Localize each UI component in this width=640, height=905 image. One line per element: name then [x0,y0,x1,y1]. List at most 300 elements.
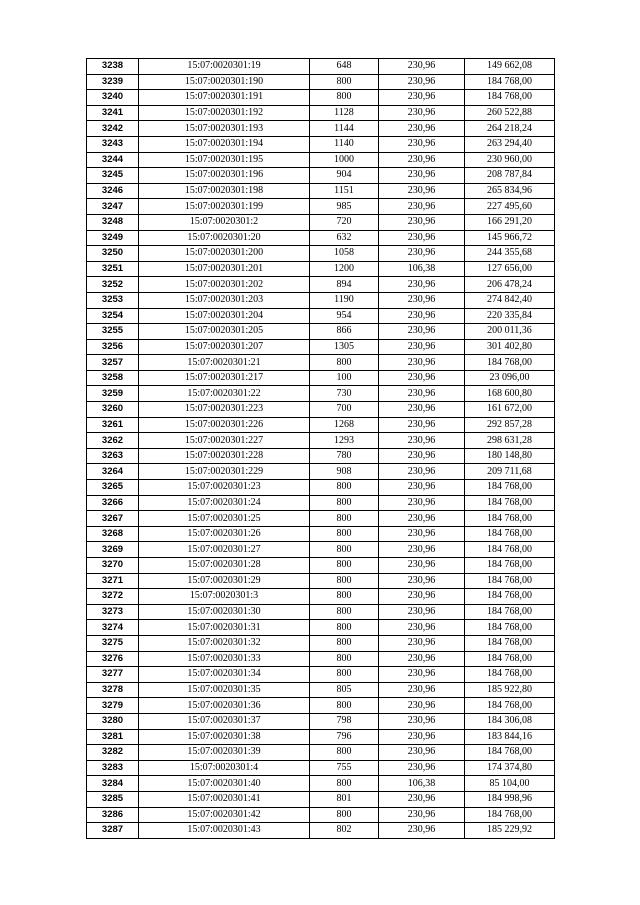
area-cell: 802 [310,823,379,839]
area-cell: 1128 [310,105,379,121]
cadastral-value-cell: 301 402,80 [465,339,555,355]
cadastral-value-cell: 184 768,00 [465,511,555,527]
cadastral-value-cell: 274 842,40 [465,292,555,308]
table-row [87,573,555,589]
specific-value-cell: 230,96 [379,573,465,589]
table-row [87,682,555,698]
cadastral-number-cell: 15:07:0020301:200 [139,246,310,262]
cadastral-number-cell: 15:07:0020301:196 [139,168,310,184]
specific-value-cell: 230,96 [379,277,465,293]
area-cell: 800 [310,667,379,683]
table-row [87,713,555,729]
area-cell: 648 [310,59,379,75]
cadastral-number-cell: 15:07:0020301:22 [139,386,310,402]
table-row [87,370,555,386]
area-cell: 1000 [310,152,379,168]
specific-value-cell: 230,96 [379,682,465,698]
area-cell: 800 [310,480,379,496]
cadastral-number-cell: 15:07:0020301:3 [139,589,310,605]
specific-value-cell: 230,96 [379,542,465,558]
specific-value-cell: 230,96 [379,370,465,386]
specific-value-cell: 230,96 [379,620,465,636]
table-row [87,199,555,215]
specific-value-cell: 230,96 [379,183,465,199]
area-cell: 720 [310,214,379,230]
cadastre-value-table [86,58,555,839]
area-cell: 780 [310,448,379,464]
cadastral-number-cell: 15:07:0020301:38 [139,729,310,745]
cadastral-value-cell: 265 834,96 [465,183,555,199]
cadastral-number-cell: 15:07:0020301:26 [139,526,310,542]
cadastral-value-cell: 298 631,28 [465,433,555,449]
row-number-cell: 3261 [87,417,139,433]
cadastral-value-cell: 263 294,40 [465,136,555,152]
cadastral-number-cell: 15:07:0020301:198 [139,183,310,199]
cadastral-value-cell: 184 768,00 [465,90,555,106]
row-number-cell: 3246 [87,183,139,199]
specific-value-cell: 230,96 [379,604,465,620]
cadastral-number-cell: 15:07:0020301:193 [139,121,310,137]
cadastral-value-cell: 127 656,00 [465,261,555,277]
cadastral-value-cell: 180 148,80 [465,448,555,464]
area-cell: 1268 [310,417,379,433]
table-row [87,448,555,464]
area-cell: 800 [310,558,379,574]
table-body [87,59,555,839]
specific-value-cell: 230,96 [379,480,465,496]
area-cell: 755 [310,760,379,776]
cadastral-value-cell: 184 768,00 [465,74,555,90]
cadastral-value-cell: 185 922,80 [465,682,555,698]
row-number-cell: 3254 [87,308,139,324]
cadastral-number-cell: 15:07:0020301:21 [139,355,310,371]
cadastral-value-cell: 184 768,00 [465,604,555,620]
table-row [87,760,555,776]
cadastral-number-cell: 15:07:0020301:2 [139,214,310,230]
table-row [87,183,555,199]
specific-value-cell: 230,96 [379,74,465,90]
row-number-cell: 3259 [87,386,139,402]
cadastral-value-cell: 184 768,00 [465,807,555,823]
table-row [87,74,555,90]
cadastral-number-cell: 15:07:0020301:201 [139,261,310,277]
row-number-cell: 3258 [87,370,139,386]
table-row [87,791,555,807]
cadastral-value-cell: 227 495,60 [465,199,555,215]
table-row [87,511,555,527]
table-row [87,402,555,418]
row-number-cell: 3265 [87,480,139,496]
cadastral-value-cell: 184 768,00 [465,542,555,558]
area-cell: 800 [310,495,379,511]
row-number-cell: 3275 [87,635,139,651]
table-row [87,386,555,402]
cadastral-number-cell: 15:07:0020301:228 [139,448,310,464]
cadastral-number-cell: 15:07:0020301:23 [139,480,310,496]
table-row [87,417,555,433]
area-cell: 1144 [310,121,379,137]
row-number-cell: 3273 [87,604,139,620]
specific-value-cell: 230,96 [379,791,465,807]
cadastral-number-cell: 15:07:0020301:229 [139,464,310,480]
cadastral-number-cell: 15:07:0020301:43 [139,823,310,839]
row-number-cell: 3268 [87,526,139,542]
specific-value-cell: 106,38 [379,776,465,792]
table-row [87,495,555,511]
cadastral-value-cell: 184 998,96 [465,791,555,807]
cadastral-number-cell: 15:07:0020301:36 [139,698,310,714]
specific-value-cell: 230,96 [379,823,465,839]
row-number-cell: 3280 [87,713,139,729]
table-row [87,105,555,121]
cadastral-value-cell: 85 104,00 [465,776,555,792]
row-number-cell: 3240 [87,90,139,106]
table-row [87,558,555,574]
cadastral-value-cell: 168 600,80 [465,386,555,402]
cadastral-value-cell: 184 768,00 [465,495,555,511]
area-cell: 800 [310,651,379,667]
cadastral-number-cell: 15:07:0020301:39 [139,745,310,761]
specific-value-cell: 230,96 [379,745,465,761]
cadastral-number-cell: 15:07:0020301:32 [139,635,310,651]
specific-value-cell: 230,96 [379,168,465,184]
cadastral-number-cell: 15:07:0020301:205 [139,324,310,340]
area-cell: 800 [310,604,379,620]
table-row [87,823,555,839]
specific-value-cell: 230,96 [379,199,465,215]
row-number-cell: 3285 [87,791,139,807]
row-number-cell: 3256 [87,339,139,355]
cadastral-number-cell: 15:07:0020301:40 [139,776,310,792]
specific-value-cell: 230,96 [379,464,465,480]
area-cell: 800 [310,526,379,542]
specific-value-cell: 230,96 [379,729,465,745]
cadastral-number-cell: 15:07:0020301:4 [139,760,310,776]
table-row [87,698,555,714]
specific-value-cell: 230,96 [379,59,465,75]
cadastral-value-cell: 206 478,24 [465,277,555,293]
cadastral-number-cell: 15:07:0020301:192 [139,105,310,121]
area-cell: 1140 [310,136,379,152]
row-number-cell: 3279 [87,698,139,714]
table-row [87,90,555,106]
cadastral-number-cell: 15:07:0020301:19 [139,59,310,75]
cadastral-number-cell: 15:07:0020301:24 [139,495,310,511]
specific-value-cell: 230,96 [379,90,465,106]
row-number-cell: 3255 [87,324,139,340]
cadastral-number-cell: 15:07:0020301:223 [139,402,310,418]
area-cell: 1305 [310,339,379,355]
area-cell: 908 [310,464,379,480]
row-number-cell: 3264 [87,464,139,480]
row-number-cell: 3257 [87,355,139,371]
cadastral-value-cell: 184 768,00 [465,526,555,542]
cadastral-value-cell: 209 711,68 [465,464,555,480]
area-cell: 800 [310,511,379,527]
specific-value-cell: 230,96 [379,635,465,651]
row-number-cell: 3253 [87,292,139,308]
area-cell: 700 [310,402,379,418]
area-cell: 800 [310,776,379,792]
cadastral-value-cell: 184 768,00 [465,745,555,761]
row-number-cell: 3278 [87,682,139,698]
cadastral-number-cell: 15:07:0020301:25 [139,511,310,527]
cadastral-number-cell: 15:07:0020301:194 [139,136,310,152]
table-row [87,121,555,137]
row-number-cell: 3241 [87,105,139,121]
area-cell: 1200 [310,261,379,277]
area-cell: 800 [310,635,379,651]
specific-value-cell: 230,96 [379,511,465,527]
row-number-cell: 3238 [87,59,139,75]
table-row [87,292,555,308]
area-cell: 796 [310,729,379,745]
row-number-cell: 3248 [87,214,139,230]
specific-value-cell: 230,96 [379,136,465,152]
cadastral-number-cell: 15:07:0020301:31 [139,620,310,636]
cadastral-number-cell: 15:07:0020301:27 [139,542,310,558]
row-number-cell: 3252 [87,277,139,293]
row-number-cell: 3269 [87,542,139,558]
cadastral-value-cell: 184 768,00 [465,667,555,683]
cadastral-number-cell: 15:07:0020301:29 [139,573,310,589]
cadastral-value-cell: 149 662,08 [465,59,555,75]
row-number-cell: 3243 [87,136,139,152]
cadastral-value-cell: 208 787,84 [465,168,555,184]
cadastral-number-cell: 15:07:0020301:33 [139,651,310,667]
table-row [87,136,555,152]
specific-value-cell: 230,96 [379,339,465,355]
area-cell: 954 [310,308,379,324]
cadastral-number-cell: 15:07:0020301:28 [139,558,310,574]
cadastral-value-cell: 161 672,00 [465,402,555,418]
cadastral-number-cell: 15:07:0020301:30 [139,604,310,620]
row-number-cell: 3276 [87,651,139,667]
cadastral-value-cell: 184 768,00 [465,355,555,371]
row-number-cell: 3267 [87,511,139,527]
row-number-cell: 3262 [87,433,139,449]
area-cell: 1058 [310,246,379,262]
specific-value-cell: 230,96 [379,589,465,605]
row-number-cell: 3271 [87,573,139,589]
table-row [87,480,555,496]
table-row [87,59,555,75]
row-number-cell: 3284 [87,776,139,792]
row-number-cell: 3272 [87,589,139,605]
cadastral-value-cell: 200 011,36 [465,324,555,340]
table-row [87,807,555,823]
area-cell: 800 [310,589,379,605]
area-cell: 904 [310,168,379,184]
area-cell: 800 [310,745,379,761]
cadastral-number-cell: 15:07:0020301:203 [139,292,310,308]
specific-value-cell: 230,96 [379,230,465,246]
area-cell: 866 [310,324,379,340]
area-cell: 1190 [310,292,379,308]
cadastral-value-cell: 260 522,88 [465,105,555,121]
area-cell: 894 [310,277,379,293]
area-cell: 100 [310,370,379,386]
row-number-cell: 3249 [87,230,139,246]
specific-value-cell: 230,96 [379,417,465,433]
cadastral-value-cell: 244 355,68 [465,246,555,262]
specific-value-cell: 230,96 [379,698,465,714]
cadastral-number-cell: 15:07:0020301:41 [139,791,310,807]
cadastral-value-cell: 220 335,84 [465,308,555,324]
cadastral-number-cell: 15:07:0020301:207 [139,339,310,355]
table-row [87,651,555,667]
row-number-cell: 3239 [87,74,139,90]
cadastral-value-cell: 174 374,80 [465,760,555,776]
cadastral-value-cell: 184 768,00 [465,589,555,605]
cadastral-number-cell: 15:07:0020301:190 [139,74,310,90]
specific-value-cell: 230,96 [379,448,465,464]
cadastral-value-cell: 185 229,92 [465,823,555,839]
specific-value-cell: 106,38 [379,261,465,277]
table-row [87,589,555,605]
table-row [87,729,555,745]
specific-value-cell: 230,96 [379,386,465,402]
specific-value-cell: 230,96 [379,807,465,823]
specific-value-cell: 230,96 [379,495,465,511]
table-row [87,355,555,371]
specific-value-cell: 230,96 [379,667,465,683]
table-row [87,635,555,651]
cadastral-number-cell: 15:07:0020301:34 [139,667,310,683]
cadastral-value-cell: 184 768,00 [465,635,555,651]
cadastral-value-cell: 184 768,00 [465,558,555,574]
cadastral-value-cell: 166 291,20 [465,214,555,230]
row-number-cell: 3286 [87,807,139,823]
area-cell: 800 [310,542,379,558]
table-row [87,168,555,184]
area-cell: 800 [310,90,379,106]
table-row [87,464,555,480]
table-row [87,214,555,230]
area-cell: 1293 [310,433,379,449]
cadastral-value-cell: 184 306,08 [465,713,555,729]
table-row [87,324,555,340]
cadastral-value-cell: 184 768,00 [465,620,555,636]
cadastral-number-cell: 15:07:0020301:217 [139,370,310,386]
specific-value-cell: 230,96 [379,105,465,121]
cadastral-value-cell: 184 768,00 [465,480,555,496]
cadastral-value-cell: 145 966,72 [465,230,555,246]
area-cell: 800 [310,74,379,90]
cadastral-value-cell: 183 844,16 [465,729,555,745]
cadastral-number-cell: 15:07:0020301:227 [139,433,310,449]
table-row [87,433,555,449]
table-row [87,246,555,262]
row-number-cell: 3242 [87,121,139,137]
area-cell: 800 [310,698,379,714]
cadastral-number-cell: 15:07:0020301:42 [139,807,310,823]
table-row [87,526,555,542]
cadastral-value-cell: 230 960,00 [465,152,555,168]
row-number-cell: 3263 [87,448,139,464]
table-row [87,542,555,558]
area-cell: 1151 [310,183,379,199]
table-row [87,277,555,293]
row-number-cell: 3287 [87,823,139,839]
row-number-cell: 3251 [87,261,139,277]
area-cell: 800 [310,573,379,589]
row-number-cell: 3266 [87,495,139,511]
cadastral-value-cell: 184 768,00 [465,573,555,589]
specific-value-cell: 230,96 [379,152,465,168]
specific-value-cell: 230,96 [379,526,465,542]
specific-value-cell: 230,96 [379,214,465,230]
table-row [87,230,555,246]
table-row [87,776,555,792]
specific-value-cell: 230,96 [379,324,465,340]
cadastral-number-cell: 15:07:0020301:204 [139,308,310,324]
specific-value-cell: 230,96 [379,246,465,262]
row-number-cell: 3277 [87,667,139,683]
area-cell: 632 [310,230,379,246]
row-number-cell: 3260 [87,402,139,418]
table-row [87,745,555,761]
cadastral-number-cell: 15:07:0020301:37 [139,713,310,729]
row-number-cell: 3247 [87,199,139,215]
table-row [87,339,555,355]
table-row [87,604,555,620]
specific-value-cell: 230,96 [379,713,465,729]
table-row [87,620,555,636]
area-cell: 798 [310,713,379,729]
area-cell: 800 [310,355,379,371]
area-cell: 730 [310,386,379,402]
cadastral-number-cell: 15:07:0020301:191 [139,90,310,106]
cadastral-number-cell: 15:07:0020301:35 [139,682,310,698]
specific-value-cell: 230,96 [379,558,465,574]
row-number-cell: 3281 [87,729,139,745]
specific-value-cell: 230,96 [379,292,465,308]
row-number-cell: 3274 [87,620,139,636]
specific-value-cell: 230,96 [379,760,465,776]
specific-value-cell: 230,96 [379,433,465,449]
row-number-cell: 3282 [87,745,139,761]
table-row [87,261,555,277]
cadastral-number-cell: 15:07:0020301:202 [139,277,310,293]
specific-value-cell: 230,96 [379,308,465,324]
specific-value-cell: 230,96 [379,651,465,667]
row-number-cell: 3245 [87,168,139,184]
cadastral-number-cell: 15:07:0020301:226 [139,417,310,433]
cadastral-number-cell: 15:07:0020301:20 [139,230,310,246]
row-number-cell: 3270 [87,558,139,574]
specific-value-cell: 230,96 [379,355,465,371]
cadastral-value-cell: 23 096,00 [465,370,555,386]
area-cell: 805 [310,682,379,698]
area-cell: 800 [310,807,379,823]
area-cell: 800 [310,620,379,636]
cadastral-value-cell: 184 768,00 [465,698,555,714]
cadastral-value-cell: 184 768,00 [465,651,555,667]
row-number-cell: 3283 [87,760,139,776]
table-row [87,152,555,168]
cadastral-number-cell: 15:07:0020301:199 [139,199,310,215]
row-number-cell: 3244 [87,152,139,168]
cadastral-value-cell: 292 857,28 [465,417,555,433]
table-row [87,667,555,683]
area-cell: 985 [310,199,379,215]
specific-value-cell: 230,96 [379,121,465,137]
area-cell: 801 [310,791,379,807]
row-number-cell: 3250 [87,246,139,262]
cadastral-number-cell: 15:07:0020301:195 [139,152,310,168]
table-row [87,308,555,324]
